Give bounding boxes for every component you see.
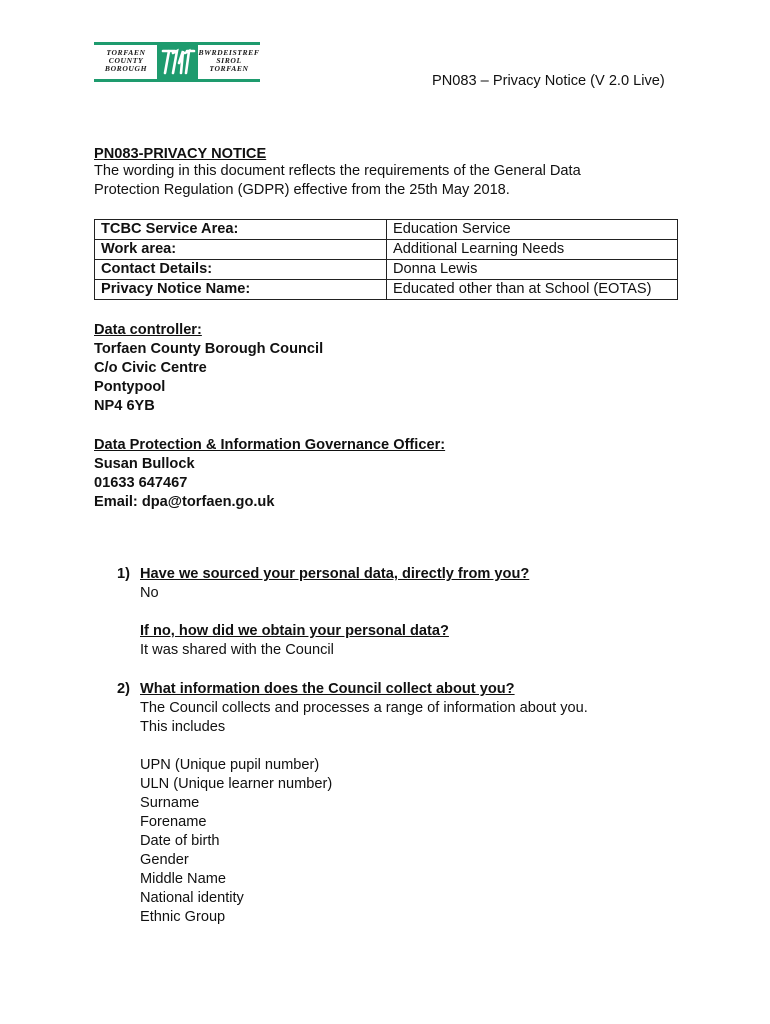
list-item: Forename (140, 814, 207, 830)
list-item: UPN (Unique pupil number) (140, 757, 320, 773)
controller-line: C/o Civic Centre (94, 360, 207, 376)
question-answer: The Council collects and processes a range of information about you. (140, 700, 588, 716)
question-1-block (140, 565, 529, 660)
table-row (95, 260, 678, 280)
logo-line: BWRDEISTREF (198, 48, 260, 57)
logo-text-welsh (198, 49, 260, 74)
question-answer: No (140, 585, 159, 601)
logo-line: TORFAEN (106, 48, 146, 57)
document-reference: PN083 – Privacy Notice (V 2.0 Live) (432, 73, 665, 89)
logo-text-english (95, 49, 157, 74)
service-info-table (94, 219, 678, 300)
controller-line: NP4 6YB (94, 398, 155, 414)
logo-line: TORFAEN (209, 64, 249, 74)
question-heading: Have we sourced your personal data, directly from you? (140, 566, 530, 582)
table-label: Contact Details: (95, 260, 387, 280)
logo-line: BOROUGH (104, 64, 148, 74)
table-label: TCBC Service Area: (95, 220, 387, 240)
table-value: Additional Learning Needs (387, 240, 678, 260)
list-item: Surname (140, 795, 200, 811)
logo-line: SIROL (216, 56, 242, 66)
sub-question-heading: If no, how did we obtain your personal data? (140, 623, 449, 639)
council-logo (94, 42, 260, 82)
sub-question-answer: It was shared with the Council (140, 642, 334, 658)
data-controller-section (94, 321, 323, 416)
list-item: Middle Name (140, 871, 226, 887)
logo-line: COUNTY (108, 56, 144, 66)
question-number: 2) (117, 681, 130, 697)
list-item: Date of birth (140, 833, 220, 849)
question-heading: What information does the Council collect about you? (140, 681, 515, 697)
dpo-heading: Data Protection & Information Governance Officer: (94, 437, 446, 453)
list-item: ULN (Unique learner number) (140, 776, 333, 792)
controller-line: Torfaen County Borough Council (94, 341, 324, 357)
tcbc-logo-mark-icon (157, 45, 198, 79)
question-answer: This includes (140, 719, 226, 735)
list-item: Gender (140, 852, 189, 868)
table-value: Educated other than at School (EOTAS) (387, 280, 678, 300)
table-row (95, 240, 678, 260)
question-number: 1) (117, 566, 130, 582)
dpo-section (94, 436, 445, 512)
table-row (95, 280, 678, 300)
table-value: Education Service (387, 220, 678, 240)
table-value: Donna Lewis (387, 260, 678, 280)
intro-text-line: Protection Regulation (GDPR) effective from the 25th May 2018. (94, 182, 510, 198)
list-item: Ethnic Group (140, 909, 226, 925)
page-title: PN083-PRIVACY NOTICE (94, 146, 267, 162)
controller-line: Pontypool (94, 379, 166, 395)
table-label: Privacy Notice Name: (95, 280, 387, 300)
table-label: Work area: (95, 240, 387, 260)
dpo-email: Email: dpa@torfaen.go.uk (94, 494, 275, 510)
table-row (95, 220, 678, 240)
dpo-line: 01633 647467 (94, 475, 188, 491)
data-controller-heading: Data controller: (94, 322, 202, 338)
dpo-line: Susan Bullock (94, 456, 195, 472)
intro-text-line: The wording in this document reflects the requirements of the General Data (94, 163, 581, 179)
list-item: National identity (140, 890, 244, 906)
question-2-block (140, 680, 588, 927)
